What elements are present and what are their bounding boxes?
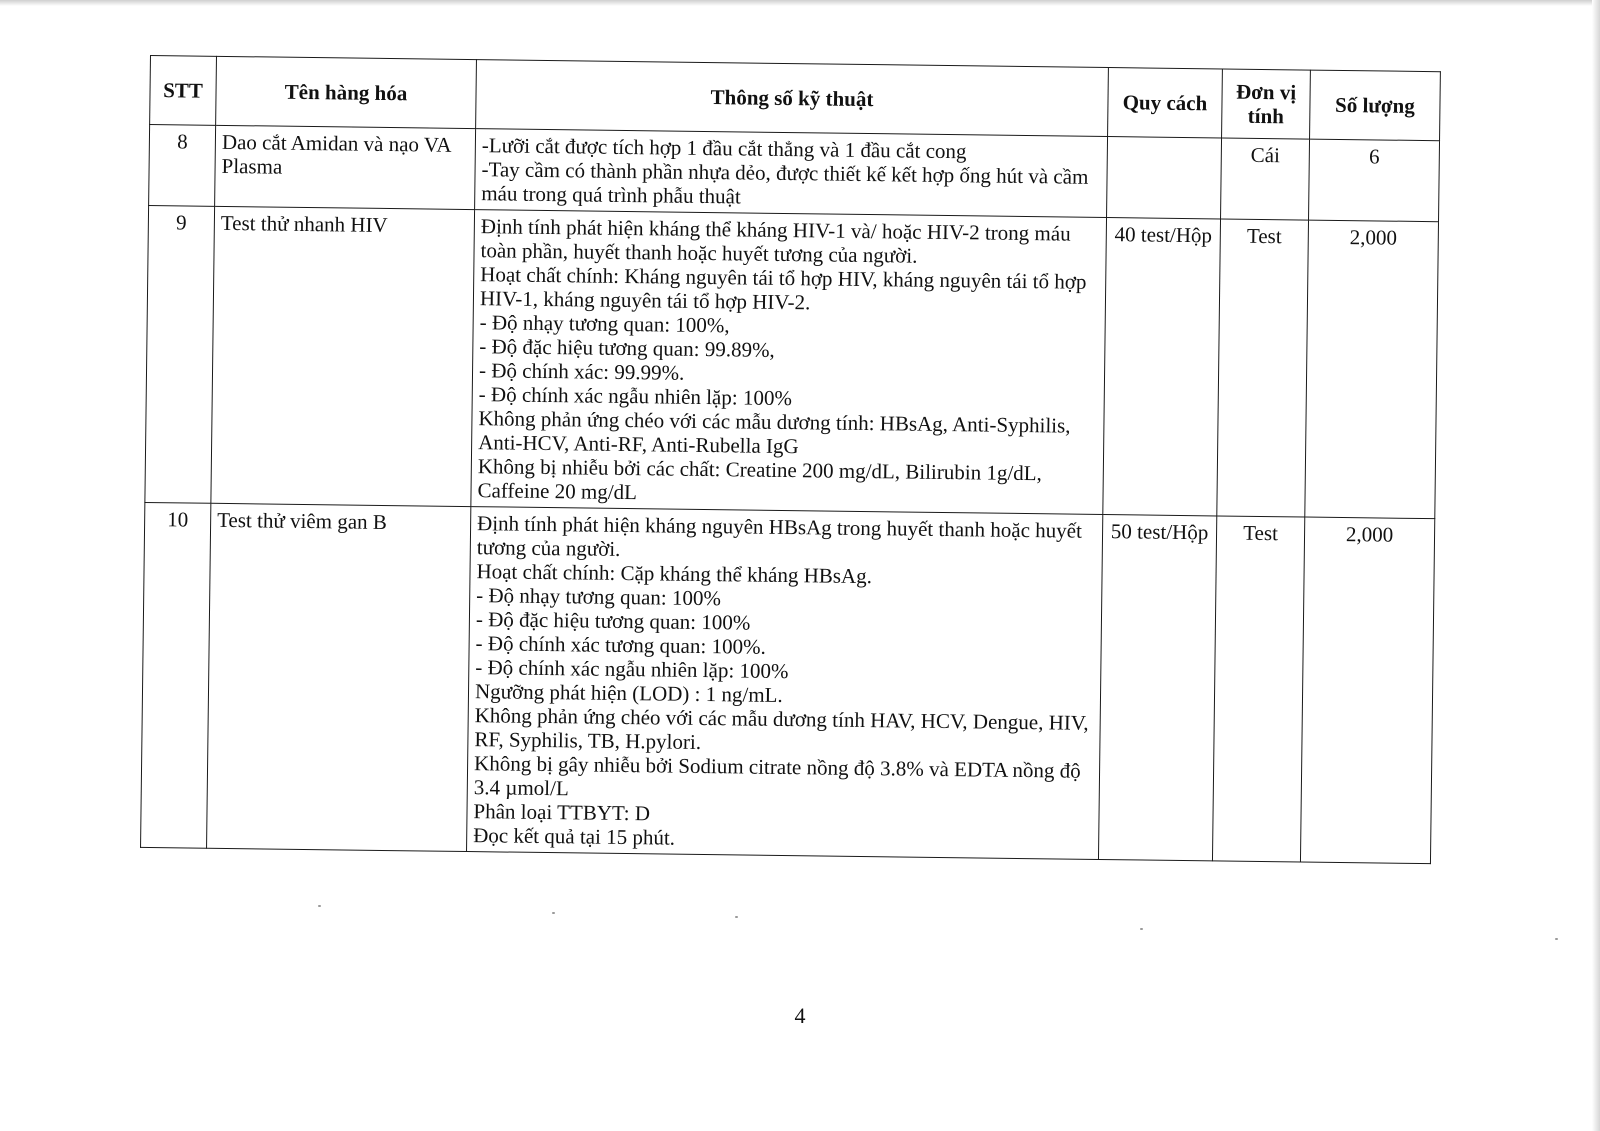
header-product-name: Tên hàng hóa xyxy=(216,56,477,128)
row-unit: Cái xyxy=(1221,138,1310,220)
spec-line: Không bị gây nhiễu bởi Sodium citrate nồng độ 3.8% và EDTA nồng độ 3.4 µmol/L xyxy=(473,751,1081,801)
spec-line: - Độ đặc hiệu tương quan: 99.89%, xyxy=(479,334,775,362)
header-packaging: Quy cách xyxy=(1108,68,1223,138)
document-page xyxy=(140,55,1440,864)
row-packaging: 50 test/Hộp xyxy=(1098,515,1216,861)
spec-line: - Độ chính xác: 99.99%. xyxy=(478,358,685,385)
spec-line: - Độ chính xác ngẫu nhiên lặp: 100% xyxy=(475,655,789,684)
spec-line: - Độ đặc hiệu tương quan: 100% xyxy=(475,607,751,635)
row-unit: Test xyxy=(1212,516,1304,862)
specification-table xyxy=(140,55,1441,864)
row-stt: 9 xyxy=(145,205,215,503)
spec-line: Hoạt chất chính: Kháng nguyên tái tổ hợp HIV, kháng nguyên tái tổ hợp HIV-1, kháng nguyên tái tổ hợp HIV-2. xyxy=(479,262,1087,315)
spec-line: Đọc kết quả tại 15 phút. xyxy=(473,823,676,850)
spec-line: Định tính phát hiện kháng nguyên HBsAg trong huyết thanh hoặc huyết tương của người. xyxy=(476,511,1083,561)
spec-line: Không phản ứng chéo với các mẫu dương tính HAV, HCV, Dengue, HIV, RF, Syphilis, TB, H.pylori. xyxy=(474,703,1089,754)
row-stt: 8 xyxy=(149,125,216,207)
spec-line: Không bị nhiễu bởi các chất: Creatine 200 mg/dL, Bilirubin 1g/dL, Caffeine 20 mg/dL xyxy=(477,454,1042,505)
scan-edge-top xyxy=(0,0,1600,6)
scan-edge-right xyxy=(1592,0,1600,1131)
row-stt: 10 xyxy=(141,502,211,848)
row-packaging xyxy=(1107,137,1222,219)
spec-line: - Độ nhạy tương quan: 100%, xyxy=(479,310,730,338)
spec-line: Định tính phát hiện kháng thể kháng HIV-1 và/ hoặc HIV-2 trong máu toàn phần, huyết thanh hoặc huyết tương của người. xyxy=(480,214,1071,268)
spec-line: -Tay cầm có thành phần nhựa dẻo, được thiết kế kết hợp ống hút và cầm máu trong quá trình phẫu thuật xyxy=(481,157,1089,209)
scan-speck xyxy=(318,905,321,907)
page-number: 4 xyxy=(794,1003,806,1028)
header-technical-specs: Thông số kỹ thuật xyxy=(476,60,1109,137)
row-quantity: 2,000 xyxy=(1305,220,1439,519)
row-technical-specs xyxy=(471,210,1107,515)
header-quantity: Số lượng xyxy=(1310,70,1441,141)
scan-speck xyxy=(1140,928,1143,930)
spec-line: - Độ chính xác tương quan: 100%. xyxy=(475,631,766,659)
spec-line: - Độ chính xác ngẫu nhiên lặp: 100% xyxy=(478,382,793,411)
header-unit: Đơn vị tính xyxy=(1222,69,1311,139)
header-stt: STT xyxy=(150,56,217,126)
row-product-name: Test thử nhanh HIV xyxy=(211,206,475,506)
row-technical-specs xyxy=(475,129,1108,218)
table-row xyxy=(141,502,1435,863)
spec-line: Phân loại TTBYT: D xyxy=(473,799,651,826)
table-row xyxy=(145,205,1439,518)
row-quantity: 6 xyxy=(1309,139,1440,222)
scan-speck xyxy=(1555,938,1558,940)
row-product-name: Dao cắt Amidan và nạo VA Plasma xyxy=(215,125,476,209)
row-unit: Test xyxy=(1217,219,1309,517)
row-technical-specs xyxy=(467,507,1103,860)
scan-speck xyxy=(735,916,738,918)
spec-line: Hoạt chất chính: Cặp kháng thể kháng HBsAg. xyxy=(476,559,873,589)
scan-speck xyxy=(552,912,555,914)
row-quantity: 2,000 xyxy=(1300,517,1434,864)
spec-line: Ngưỡng phát hiện (LOD) : 1 ng/mL. xyxy=(474,679,783,708)
row-packaging: 40 test/Hộp xyxy=(1103,218,1221,516)
spec-line: -Lưỡi cắt được tích hợp 1 đầu cắt thẳng và 1 đầu cắt cong xyxy=(481,133,967,164)
row-product-name: Test thử viêm gan B xyxy=(207,503,471,851)
spec-line: Không phản ứng chéo với các mẫu dương tính: HBsAg, Anti-Syphilis, Anti-HCV, Anti-RF, Anti-Rubella IgG xyxy=(478,406,1071,459)
spec-line: - Độ nhạy tương quan: 100% xyxy=(476,583,722,611)
